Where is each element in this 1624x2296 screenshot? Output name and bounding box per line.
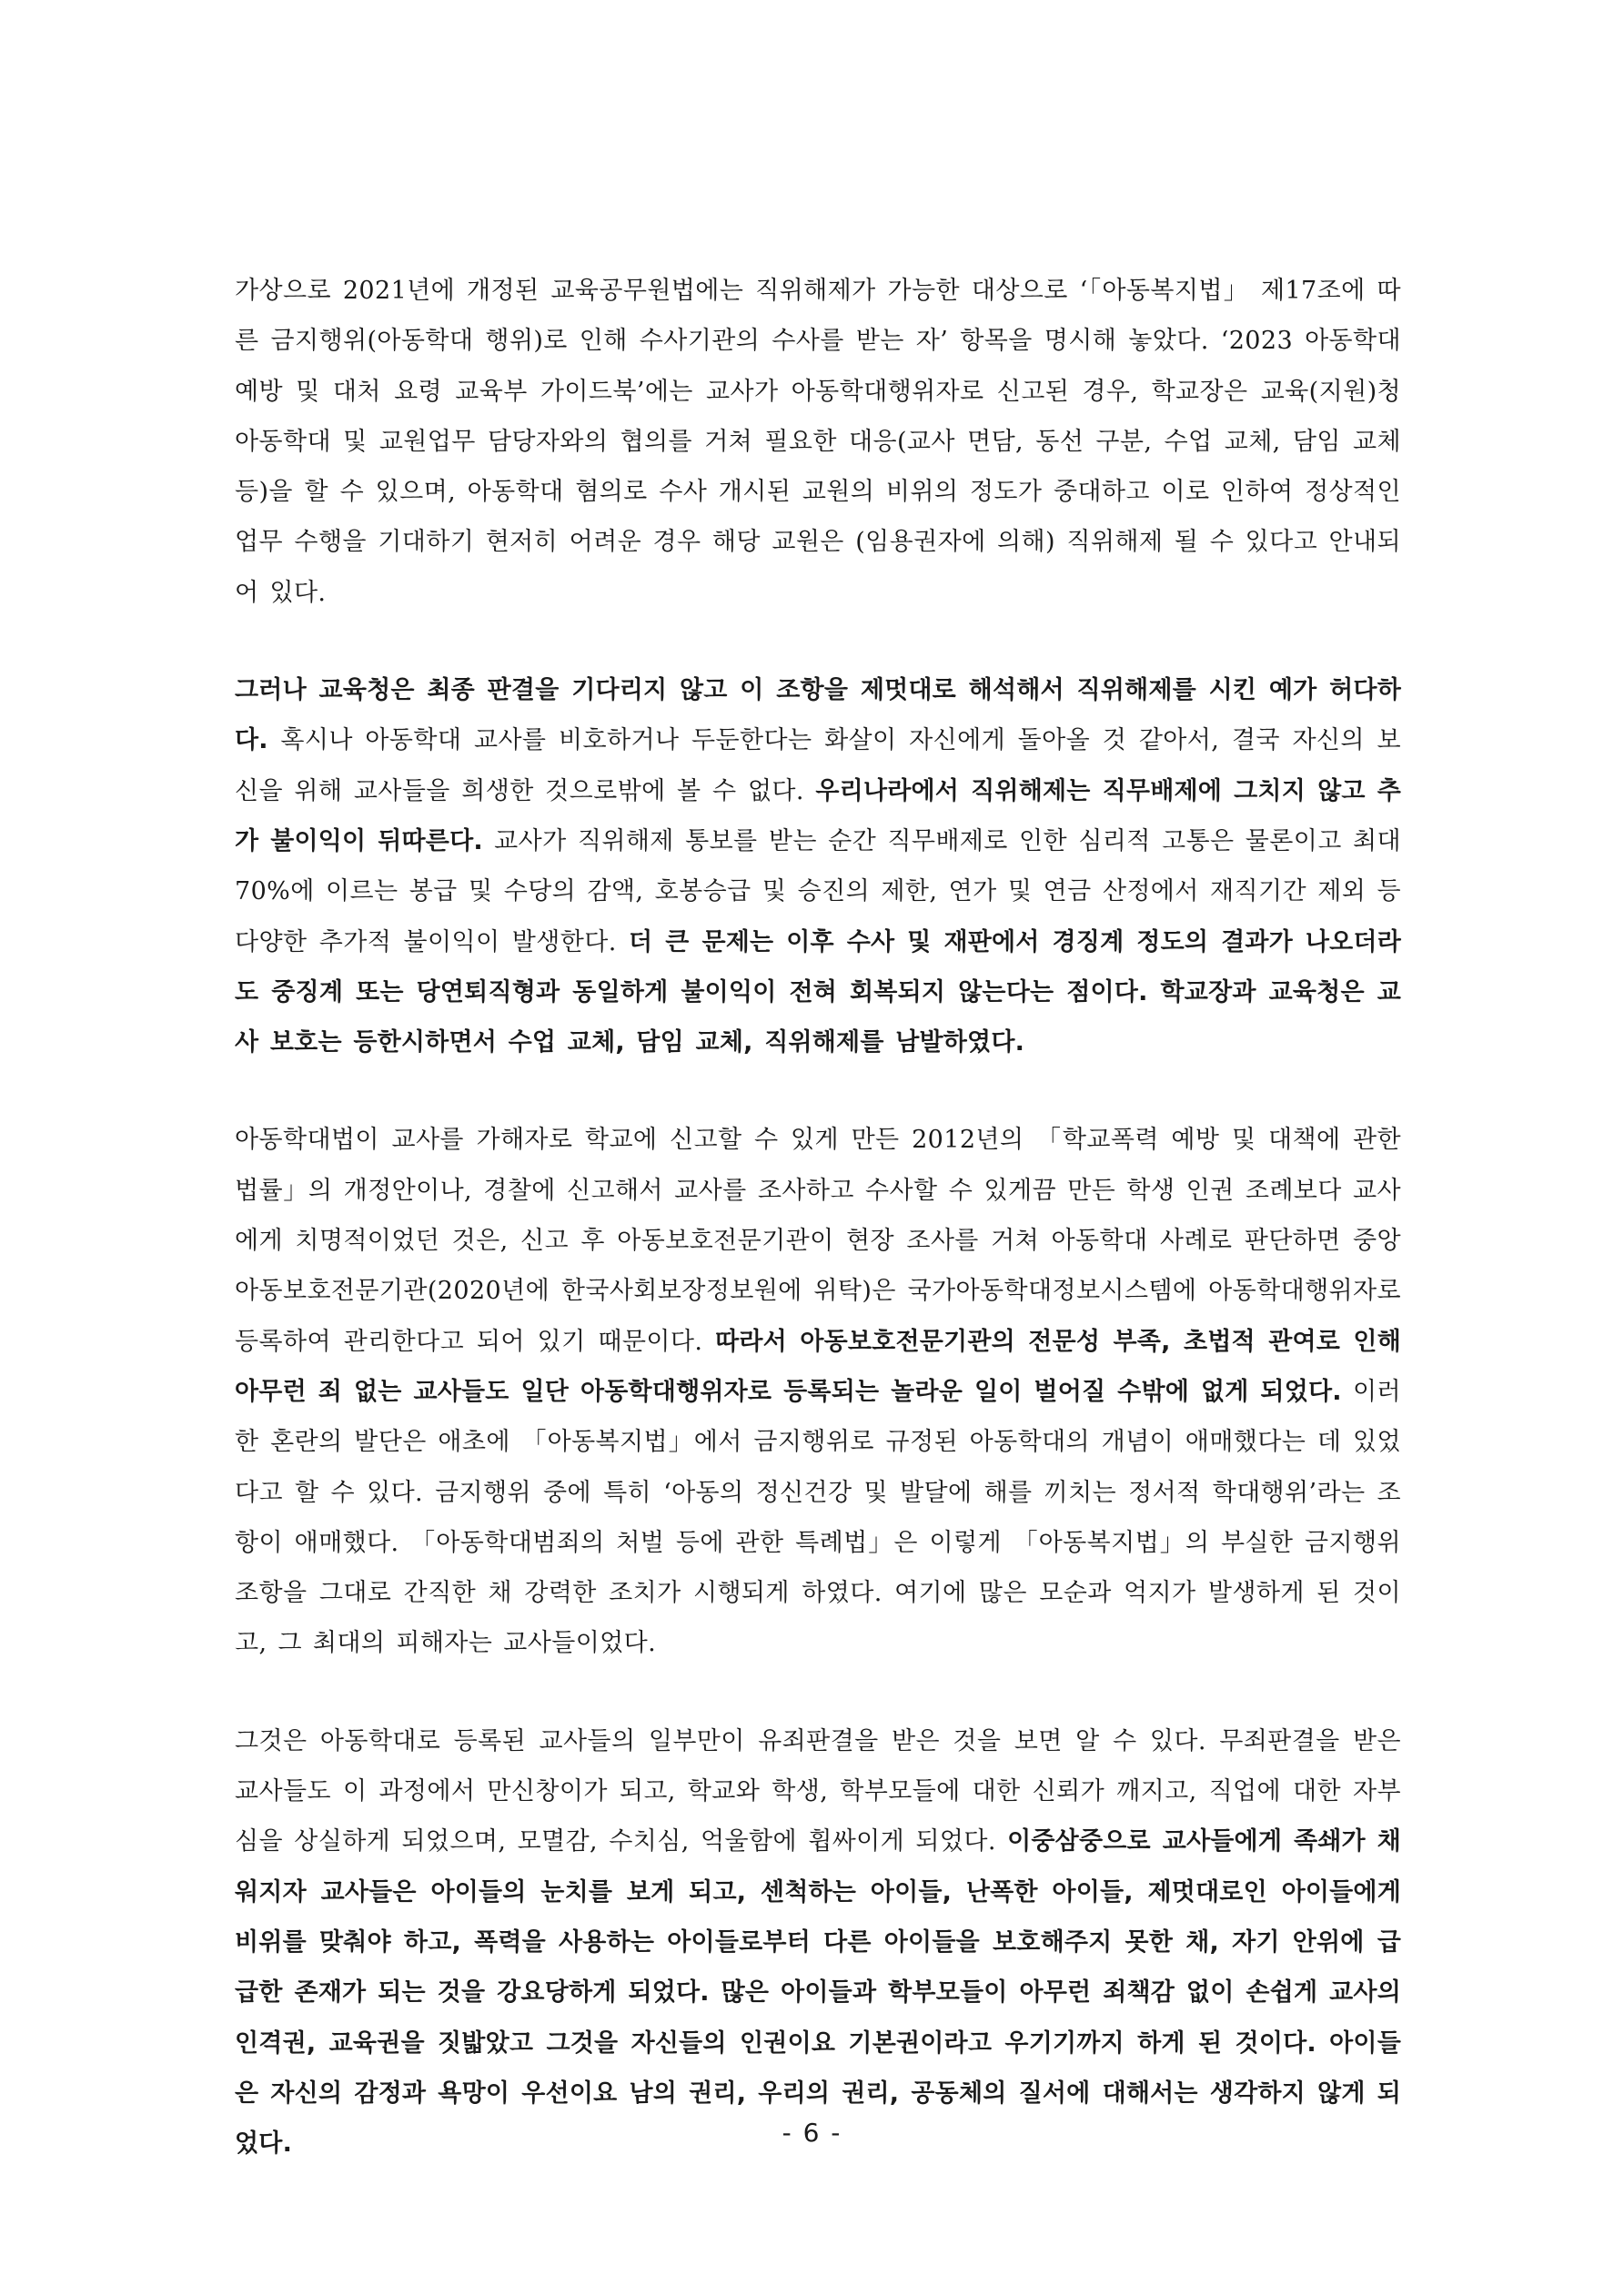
- paragraph: [235, 1115, 1401, 1668]
- text-run: 그것은 아동학대로 등록된 교사들의 일부만이 유죄판결을 받은 것을 보면 알 수 있다. 무죄판결을 받은 교사들도 이 과정에서 만신창이가 되고, 학교와 학생, 학부모들에 대한 신뢰가 깨지고, 직업에 대한 자부심을 상실하게 되었으며, 모멸감, 수치심, 억울함에 휩싸이게 되었다.: [235, 1726, 1401, 1856]
- document-body: [235, 266, 1401, 2216]
- text-run: 이러한 혼란의 발단은 애초에 「아동복지법」에서 금지행위로 규정된 아동학대의 개념이 애매했다는 데 있었다고 할 수 있다. 금지행위 중에 특히 ‘아동의 정신건강 및 발달에 해를 끼치는 정서적 학대행위’라는 조항이 애매했다. 「아동학대범죄의 처벌 등에 관한 특례법」은 이렇게 「아동복지법」의 부실한 금지행위 조항을 그대로 간직한 채 강력한 조치가 시행되게 하였다. 여기에 많은 모순과 억지가 발생하게 된 것이고, 그 최대의 피해자는 교사들이었다.: [235, 1377, 1401, 1658]
- paragraph: [235, 1716, 1401, 2170]
- text-run: 교사가 직위해제 통보를 받는 순간 직무배제로 인한 심리적 고통은 물론이고 최대 70%에 이르는 봉급 및 수당의 감액, 호봉승급 및 승진의 제한, 연가 및 연금 산정에서 재직기간 제외 등 다양한 추가적 불이익이 발생한다.: [235, 826, 1401, 956]
- bold-text-run: 따라서 아동보호전문기관의 전문성 부족, 초법적 관여로 인해 아무런 죄 없는 교사들도 일단 아동학대행위자로 등록되는 놀라운 일이 벌어질 수밖에 없게 되었다.: [235, 1327, 1401, 1406]
- bold-text-run: 이중삼중으로 교사들에게 족쇄가 채워지자 교사들은 아이들의 눈치를 보게 되고, 센척하는 아이들, 난폭한 아이들, 제멋대로인 아이들에게 비위를 맞춰야 하고, 폭력을 사용하는 아이들로부터 다른 아이들을 보호해주지 못한 채, 자기 안위에 급급한 존재가 되는 것을 강요당하게 되었다. 많은 아이들과 학부모들이 아무런 죄책감 없이 손쉽게 교사의 인격권, 교육권을 짓밟았고 그것을 자신들의 인권이요 기본권이라고 우기기까지 하게 된 것이다. 아이들은 자신의 감정과 욕망이 우선이요 남의 권리, 우리의 권리, 공동체의 질서에 대해서는 생각하지 않게 되었다.: [235, 1827, 1401, 2159]
- text-run: 아동학대법이 교사를 가해자로 학교에 신고할 수 있게 만든 2012년의 「학교폭력 예방 및 대책에 관한 법률」의 개정안이나, 경찰에 신고해서 교사를 조사하고 수사할 수 있게끔 만든 학생 인권 조례보다 교사에게 치명적이었던 것은, 신고 후 아동보호전문기관이 현장 조사를 거쳐 아동학대 사례로 판단하면 중앙아동보호전문기관(2020년에 한국사회보장정보원에 위탁)은 국가아동학대정보시스템에 아동학대행위자로 등록하여 관리한다고 되어 있기 때문이다.: [235, 1126, 1401, 1356]
- bold-text-run: 우리나라에서 직위해제는 직무배제에 그치지 않고 추가 불이익이 뒤따른다.: [235, 776, 1402, 855]
- bold-text-run: 그러나 교육청은 최종 판결을 기다리지 않고 이 조항을 제멋대로 해석해서 직위해제를 시킨 예가 허다하다.: [235, 676, 1401, 755]
- text-run: 가상으로 2021년에 개정된 교육공무원법에는 직위해제가 가능한 대상으로 ‘「아동복지법」 제17조에 따른 금지행위(아동학대 행위)로 인해 수사기관의 수사를 받는 자’ 항목을 명시해 놓았다. ‘2023 아동학대 예방 및 대처 요령 교육부 가이드북’에는 교사가 아동학대행위자로 신고된 경우, 학교장은 교육(지원)청 아동학대 및 교원업무 담당자와의 협의를 거쳐 필요한 대응(교사 면담, 동선 구분, 수업 교체, 담임 교체 등)을 할 수 있으며, 아동학대 혐의로 수사 개시된 교원의 비위의 정도가 중대하고 이로 인하여 정상적인 업무 수행을 기대하기 현저히 어려운 경우 해당 교원은 (임용권자에 의해) 직위해제 될 수 있다고 안내되어 있다.: [235, 277, 1401, 607]
- page-number: - 6 -: [782, 2118, 842, 2148]
- bold-text-run: 더 큰 문제는 이후 수사 및 재판에서 경징계 정도의 결과가 나오더라도 중징계 또는 당연퇴직형과 동일하게 불이익이 전혀 회복되지 않는다는 점이다. 학교장과 교육청은 교사 보호는 등한시하면서 수업 교체, 담임 교체, 직위해제를 남발하였다.: [235, 927, 1401, 1057]
- paragraph: [235, 266, 1401, 618]
- text-run: 혹시나 아동학대 교사를 비호하거나 두둔한다는 화살이 자신에게 돌아올 것 같아서, 결국 자신의 보신을 위해 교사들을 희생한 것으로밖에 볼 수 없다.: [235, 726, 1401, 805]
- paragraph: [235, 665, 1401, 1067]
